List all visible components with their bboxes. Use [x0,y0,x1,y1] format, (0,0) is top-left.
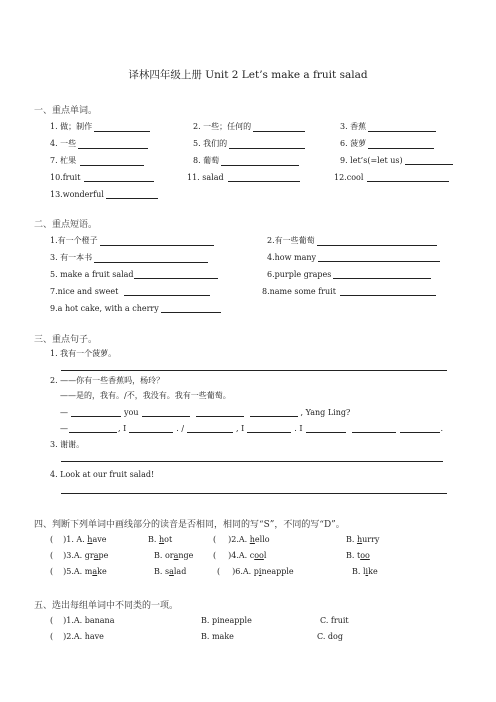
answer-blank[interactable] [333,269,431,279]
section-5-heading: 五、选出每组单词中不同类的一项。 [34,601,179,611]
answer-blank[interactable] [340,286,436,296]
answer-blank[interactable] [306,423,346,433]
phrase-item-5: 5. make a fruit salad [50,269,218,279]
section-2-heading: 二、重点短语。 [34,220,98,230]
sentence-fill-2a: — you , Yang Ling? [60,408,351,417]
answer-blank[interactable] [368,122,436,132]
sentence-prompt-4: 4. Look at our fruit salad! [50,470,155,479]
phonics-row-2: ( )3.A. grape [50,551,109,560]
phonics-row-1-b: B. hot [148,535,173,544]
answer-blank[interactable] [250,407,298,417]
answer-blank[interactable] [106,189,158,199]
answer-blank[interactable] [78,139,148,149]
word-item-2: 2. 一些；任何的 [193,121,305,132]
phonics-row-3-right: ( )6.A. pineapple [217,567,294,576]
answer-blank[interactable] [400,423,440,433]
sentence-fill-2b: — , I . / , I . I . [60,424,444,433]
odd-one-out-row-1: ( )1.A. banana [50,616,115,625]
word-item-4: 4. 一些 [50,138,148,149]
phrase-item-7: 7.nice and sweet [50,286,210,296]
word-item-11: 11. salad [187,172,300,182]
answer-blank[interactable] [221,156,299,166]
phonics-row-3-right-b: B. like [352,567,378,576]
phonics-row-3: ( )5.A. make [50,567,107,576]
answer-line[interactable] [61,461,443,462]
answer-blank[interactable] [187,423,233,433]
word-item-8: 8. 葡萄 [193,155,299,166]
odd-one-out-row-1-c: C. fruit [320,616,349,625]
word-item-7: 7. 杧果 [50,155,144,166]
word-item-10: 10.fruit [50,172,154,182]
word-item-13: 13.wonderful [50,189,158,199]
section-4-heading: 四、判断下列单词中画线部分的读音是否相同，相同的写“S”，不同的写“D”。 [34,520,345,530]
answer-blank[interactable] [352,423,396,433]
phrase-item-1: 1.有一个橙子 [50,235,214,246]
section-3-heading: 三、重点句子。 [34,335,98,345]
sentence-prompt-2: 2. ——你有一些香蕉吗，杨玲？ [50,376,165,385]
answer-blank[interactable] [318,252,440,262]
answer-blank[interactable] [94,253,208,263]
section-1-heading: 一、重点单词。 [34,106,98,116]
answer-blank[interactable] [253,122,305,132]
answer-blank[interactable] [100,236,214,246]
sentence-prompt-1: 1. 我有一个菠萝。 [50,349,117,358]
sentence-prompt-3: 3. 谢谢。 [50,440,85,449]
answer-blank[interactable] [368,139,434,149]
phonics-row-1-right-b: B. hurry [346,535,380,544]
phrase-item-8: 8.name some fruit [262,286,436,296]
answer-blank[interactable] [69,423,117,433]
word-item-12: 12.cool [334,172,449,182]
word-item-5: 5. 我们的 [193,138,305,149]
answer-blank[interactable] [229,139,305,149]
answer-blank[interactable] [317,236,437,246]
phrase-item-9: 9.a hot cake, with a cherry [50,303,221,313]
word-item-9: 9. let’s(=let us) [340,155,453,165]
answer-blank[interactable] [228,172,300,182]
phonics-row-1-right: ( )2.A. hello [213,535,270,544]
answer-blank[interactable] [94,122,150,132]
odd-one-out-row-1-b: B. pineapple [201,616,252,625]
answer-blank[interactable] [84,172,154,182]
answer-blank[interactable] [142,407,190,417]
answer-blank[interactable] [367,172,449,182]
answer-blank[interactable] [129,423,173,433]
answer-blank[interactable] [134,269,218,279]
phrase-item-6: 6.purple grapes [267,269,431,279]
word-item-3: 3. 香蕉 [340,121,436,132]
answer-blank[interactable] [71,407,121,417]
answer-blank[interactable] [161,303,221,313]
worksheet-title: 译林四年级上册 Unit 2 Let’s make a fruit salad [128,69,368,81]
odd-one-out-row-2-c: C. dog [317,632,343,641]
phonics-row-1: ( )1. A. have [50,535,107,544]
word-item-1: 1. 做；制作 [50,121,150,132]
answer-line[interactable] [61,370,447,371]
phonics-row-3-b: B. salad [154,567,187,576]
phonics-row-2-b: B. orange [154,551,194,560]
answer-blank[interactable] [196,407,244,417]
odd-one-out-row-2: ( )2.A. have [50,632,104,641]
odd-one-out-row-2-b: B. make [201,632,234,641]
answer-blank[interactable] [405,155,453,165]
phrase-item-2: 2.有一些葡萄 [267,235,437,246]
word-item-6: 6. 菠萝 [340,138,434,149]
answer-line[interactable] [61,493,447,494]
phrase-item-3: 3. 有一本书 [50,252,208,263]
answer-blank[interactable] [124,286,210,296]
sentence-prompt-2-answer: ——是的，我有。/不，我没有。我有一些葡萄。 [60,391,231,400]
phonics-row-2-right: ( )4.A. cool [213,551,267,560]
answer-blank[interactable] [80,156,144,166]
phrase-item-4: 4.how many [267,252,440,262]
phonics-row-2-right-b: B. too [346,551,370,560]
answer-blank[interactable] [247,423,291,433]
